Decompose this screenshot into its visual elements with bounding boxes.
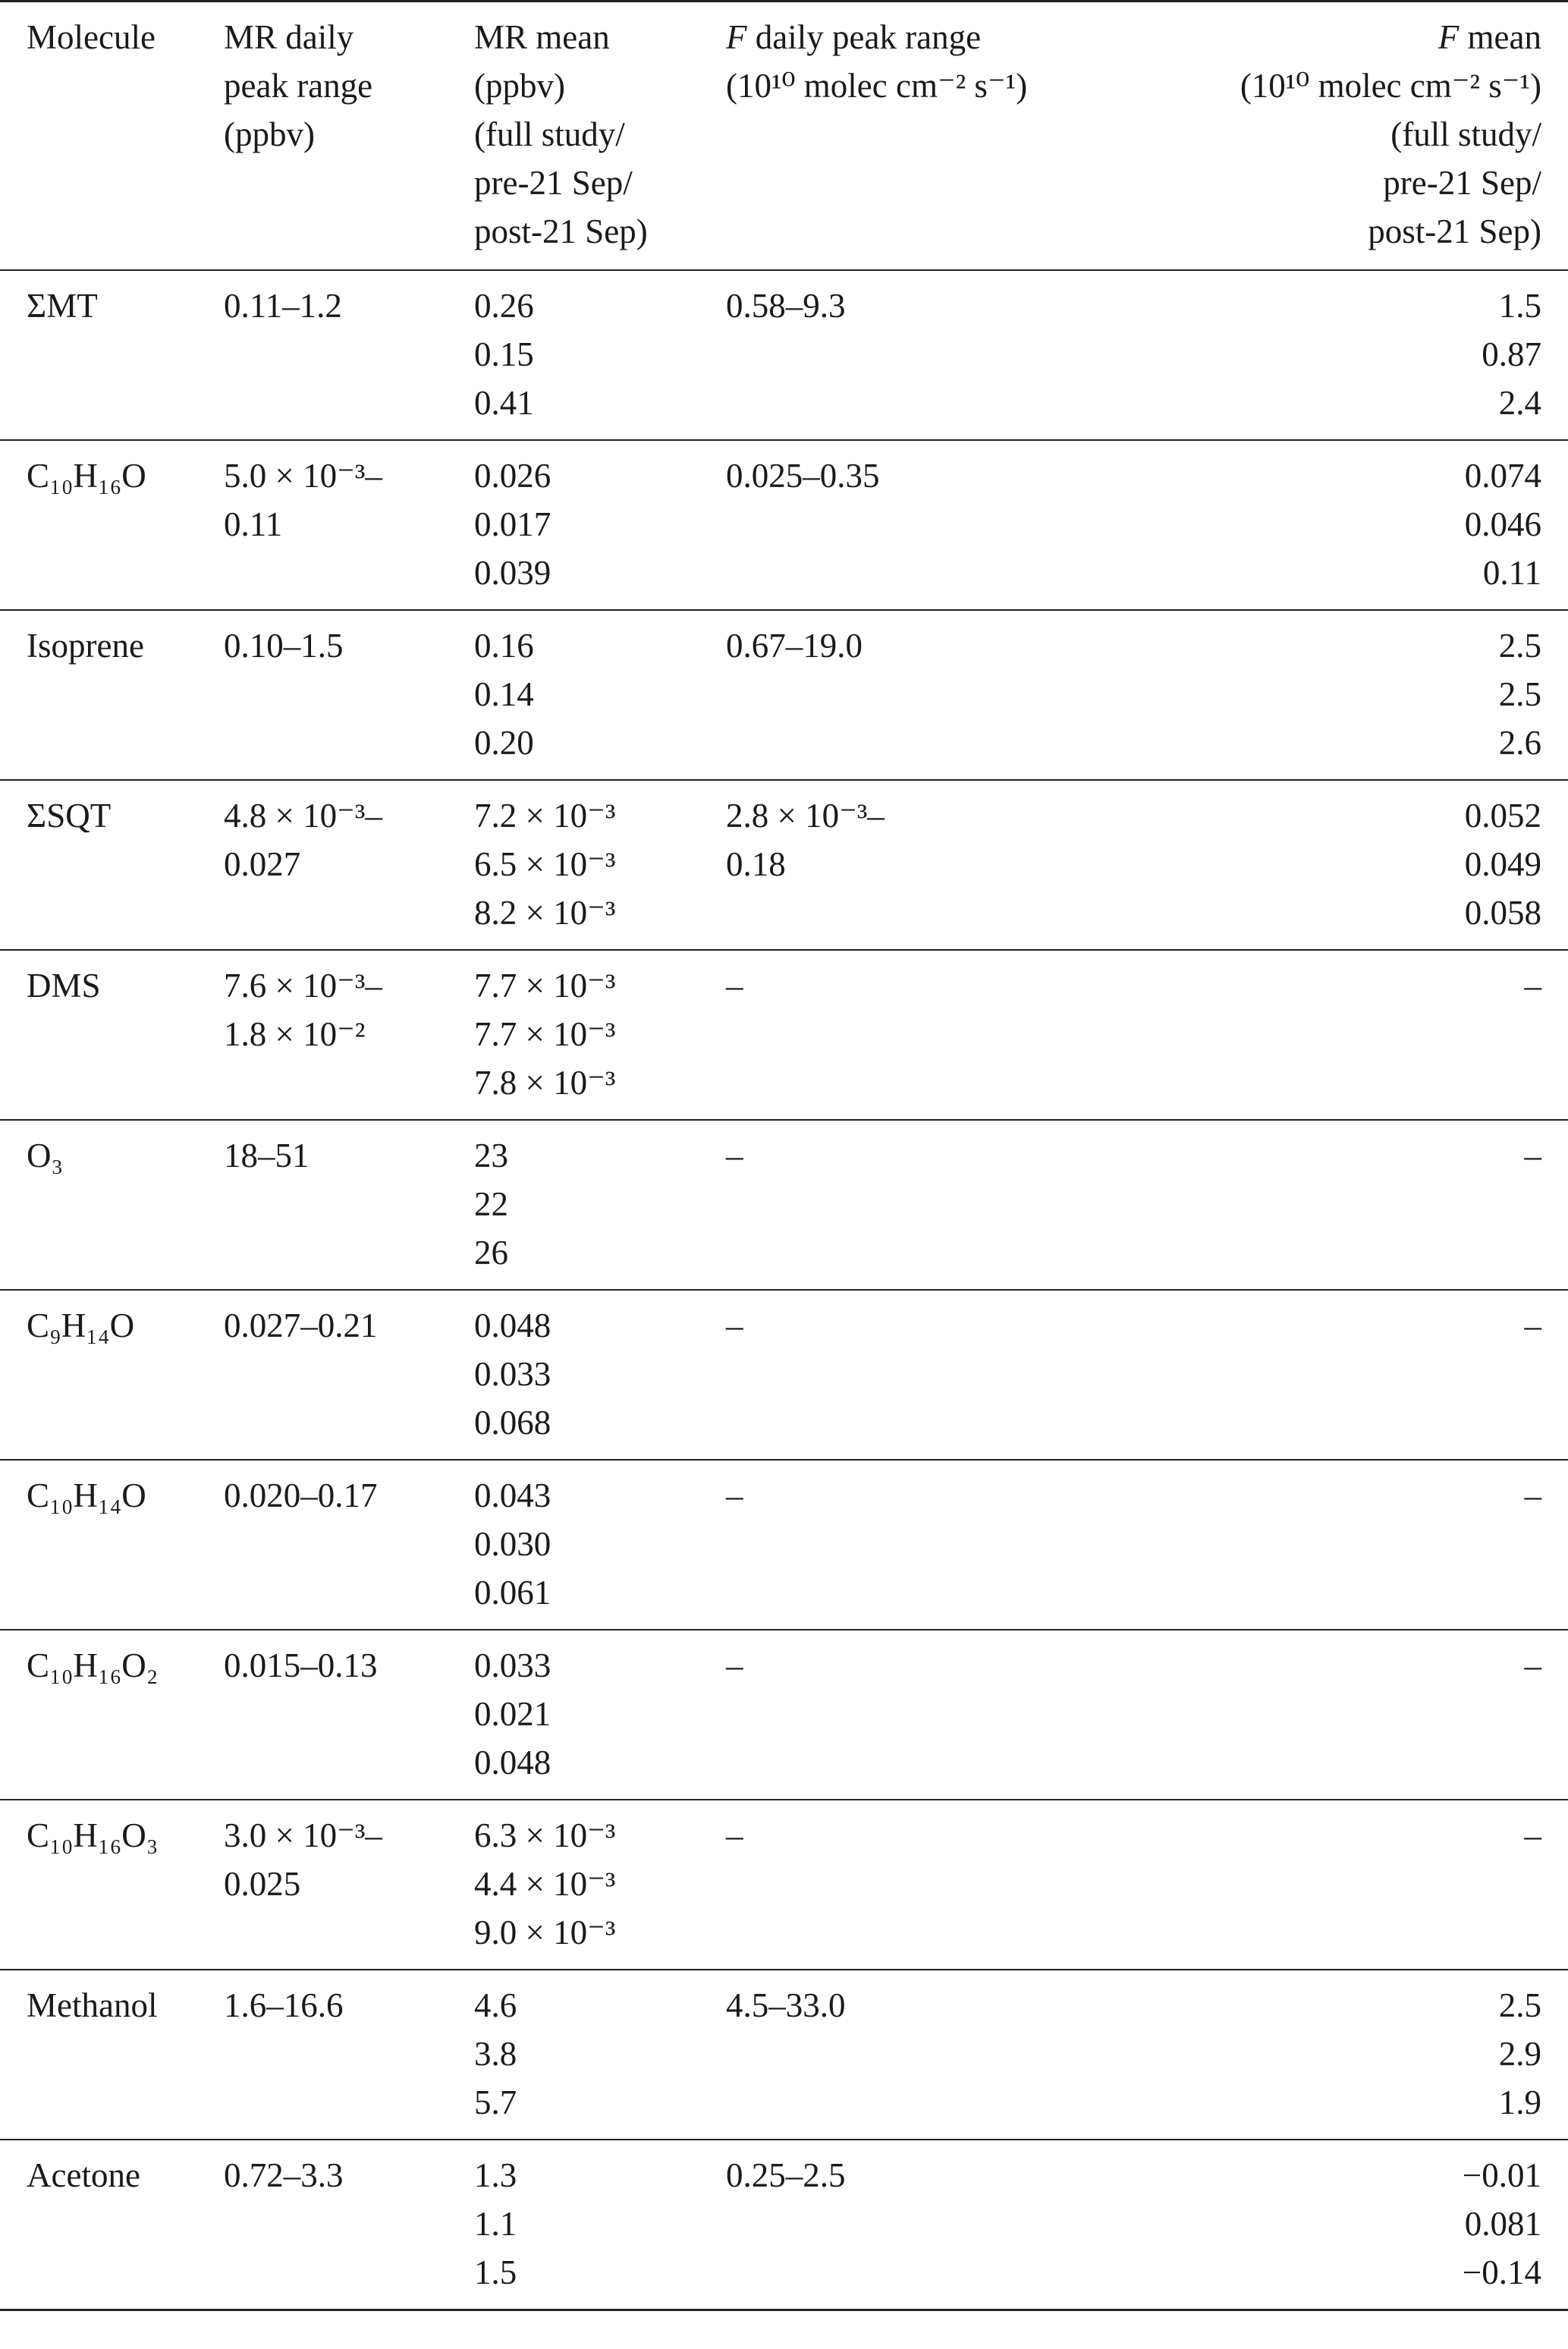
cell-value: 0.048: [474, 1744, 551, 1781]
table-row: [0, 1120, 1568, 1290]
cell-value: –: [1524, 1816, 1541, 1854]
cell-value: 0.11: [1482, 554, 1541, 592]
cell-value: –: [726, 1137, 743, 1174]
f-mean-cell: [1128, 1290, 1568, 1460]
molecule-cell: [0, 1970, 224, 2140]
table-header: [0, 2, 1568, 271]
mr-mean-cell: [474, 1120, 726, 1290]
cell-value: 0.58–9.3: [726, 287, 846, 325]
mr-range-cell: [224, 780, 474, 950]
cell-value: 9.0 × 10⁻³: [474, 1913, 616, 1951]
cell-value: 0.052: [1464, 797, 1541, 835]
cell-value: 1.8 × 10⁻²: [224, 1015, 366, 1053]
f-mean-cell: [1128, 2140, 1568, 2310]
header-line: F daily peak range: [726, 18, 982, 56]
header-line: Molecule: [27, 18, 156, 56]
cell-value: 0.043: [474, 1476, 551, 1514]
cell-value: 0.081: [1464, 2205, 1541, 2243]
header-line: pre-21 Sep/: [1383, 164, 1541, 202]
f-mean-cell: [1128, 610, 1568, 780]
cell-value: 0.046: [1464, 505, 1541, 543]
cell-value: 5.7: [474, 2083, 517, 2121]
cell-value: 2.4: [1498, 384, 1541, 422]
cell-value: 0.033: [474, 1355, 551, 1393]
cell-value: 26: [474, 1234, 508, 1272]
table-row: [0, 1630, 1568, 1800]
cell-value: 0.16: [474, 627, 534, 665]
cell-value: 0.020–0.17: [224, 1476, 378, 1514]
header-line: F mean: [1438, 18, 1541, 56]
cell-value: 8.2 × 10⁻³: [474, 894, 616, 932]
mr-range-cell: [224, 1290, 474, 1460]
f-mean-cell: [1128, 270, 1568, 440]
cell-value: 0.20: [474, 724, 534, 762]
f-range-cell: [726, 950, 1128, 1120]
cell-value: 0.87: [1482, 335, 1541, 373]
cell-value: −0.01: [1462, 2156, 1541, 2194]
cell-value: –: [726, 967, 743, 1005]
cell-value: C₁₀H₁₆O₃: [27, 1816, 159, 1854]
cell-value: 3.8: [474, 2035, 517, 2073]
cell-value: 0.049: [1464, 845, 1541, 883]
header-f-range: [726, 2, 1128, 271]
mr-mean-cell: [474, 1800, 726, 1970]
cell-value: 1.5: [474, 2253, 517, 2291]
mr-range-cell: [224, 2140, 474, 2310]
mr-mean-cell: [474, 1290, 726, 1460]
cell-value: –: [1524, 1137, 1541, 1174]
f-range-cell: [726, 780, 1128, 950]
mr-range-cell: [224, 1800, 474, 1970]
cell-value: 23: [474, 1137, 508, 1174]
table-row: [0, 440, 1568, 610]
table-row: [0, 1970, 1568, 2140]
table-body: [0, 270, 1568, 2310]
mr-range-cell: [224, 1630, 474, 1800]
cell-value: 0.027–0.21: [224, 1307, 378, 1344]
cell-value: 0.025: [224, 1865, 301, 1903]
cell-value: 2.8 × 10⁻³–: [726, 797, 885, 835]
cell-value: C₁₀H₁₄O: [27, 1476, 146, 1514]
cell-value: ΣMT: [27, 287, 98, 325]
cell-value: C₉H₁₄O: [27, 1307, 135, 1344]
cell-value: 0.026: [474, 457, 551, 495]
cell-value: 1.3: [474, 2156, 517, 2194]
f-range-cell: [726, 1290, 1128, 1460]
cell-value: 4.8 × 10⁻³–: [224, 797, 382, 835]
mr-mean-cell: [474, 1970, 726, 2140]
cell-value: 1.6–16.6: [224, 1986, 344, 2024]
f-range-cell: [726, 440, 1128, 610]
f-mean-cell: [1128, 1630, 1568, 1800]
table-row: [0, 610, 1568, 780]
f-mean-cell: [1128, 440, 1568, 610]
cell-value: 0.25–2.5: [726, 2156, 846, 2194]
cell-value: –: [1524, 1646, 1541, 1684]
cell-value: –: [726, 1816, 743, 1854]
cell-value: 4.6: [474, 1986, 517, 2024]
cell-value: Acetone: [27, 2156, 140, 2194]
header-line: MR mean: [474, 18, 610, 56]
molecule-cell: [0, 270, 224, 440]
mr-range-cell: [224, 1460, 474, 1630]
molecule-cell: [0, 2140, 224, 2310]
table-row: [0, 1290, 1568, 1460]
table-row: [0, 1460, 1568, 1630]
cell-value: 2.9: [1498, 2035, 1541, 2073]
mr-mean-cell: [474, 610, 726, 780]
f-mean-cell: [1128, 1800, 1568, 1970]
f-range-cell: [726, 1120, 1128, 1290]
cell-value: 0.021: [474, 1695, 551, 1733]
f-range-cell: [726, 1970, 1128, 2140]
f-range-cell: [726, 1630, 1128, 1800]
cell-value: –: [1524, 967, 1541, 1005]
cell-value: O₃: [27, 1137, 64, 1174]
cell-value: −0.14: [1462, 2253, 1541, 2291]
cell-value: –: [726, 1307, 743, 1344]
cell-value: 2.5: [1498, 1986, 1541, 2024]
header-line: (ppbv): [474, 67, 565, 105]
header-line: MR daily: [224, 18, 354, 56]
mr-mean-cell: [474, 780, 726, 950]
cell-value: 0.10–1.5: [224, 627, 344, 665]
cell-value: 7.7 × 10⁻³: [474, 1015, 616, 1053]
f-mean-cell: [1128, 1120, 1568, 1290]
mr-range-cell: [224, 610, 474, 780]
cell-value: 1.5: [1498, 287, 1541, 325]
cell-value: 5.0 × 10⁻³–: [224, 457, 382, 495]
cell-value: 0.015–0.13: [224, 1646, 378, 1684]
cell-value: 1.1: [474, 2205, 517, 2243]
header-mr-range: [224, 2, 474, 271]
mr-range-cell: [224, 440, 474, 610]
mr-range-cell: [224, 1970, 474, 2140]
molecule-cell: [0, 1800, 224, 1970]
molecule-cell: [0, 1290, 224, 1460]
cell-value: –: [1524, 1307, 1541, 1344]
cell-value: C₁₀H₁₆O₂: [27, 1646, 159, 1684]
f-range-cell: [726, 1800, 1128, 1970]
f-mean-cell: [1128, 1970, 1568, 2140]
mr-mean-cell: [474, 270, 726, 440]
molecule-cell: [0, 950, 224, 1120]
cell-value: 0.061: [474, 1574, 551, 1612]
cell-value: DMS: [27, 967, 101, 1005]
cell-value: 0.11–1.2: [224, 287, 342, 325]
mr-range-cell: [224, 1120, 474, 1290]
f-range-cell: [726, 1460, 1128, 1630]
cell-value: 0.039: [474, 554, 551, 592]
cell-value: 0.033: [474, 1646, 551, 1684]
cell-value: 7.6 × 10⁻³–: [224, 967, 382, 1005]
cell-value: 0.027: [224, 845, 301, 883]
cell-value: 0.11: [224, 505, 283, 543]
header-line: (10¹⁰ molec cm⁻² s⁻¹): [726, 67, 1028, 105]
header-line: (ppbv): [224, 115, 315, 153]
cell-value: ΣSQT: [27, 797, 112, 835]
header-row: [0, 2, 1568, 271]
f-mean-cell: [1128, 950, 1568, 1120]
cell-value: 7.2 × 10⁻³: [474, 797, 616, 835]
header-mr-mean: [474, 2, 726, 271]
mr-mean-cell: [474, 2140, 726, 2310]
cell-value: 0.058: [1464, 894, 1541, 932]
molecule-cell: [0, 1630, 224, 1800]
cell-value: 6.3 × 10⁻³: [474, 1816, 616, 1854]
cell-value: 4.5–33.0: [726, 1986, 846, 2024]
header-molecule: [0, 2, 224, 271]
table-row: [0, 780, 1568, 950]
table-row: [0, 270, 1568, 440]
f-mean-cell: [1128, 1460, 1568, 1630]
cell-value: 18–51: [224, 1137, 310, 1174]
header-line: (full study/: [1390, 115, 1541, 153]
header-line: peak range: [224, 67, 373, 105]
cell-value: 2.6: [1498, 724, 1541, 762]
cell-value: –: [726, 1476, 743, 1514]
cell-value: 1.9: [1498, 2083, 1541, 2121]
mr-mean-cell: [474, 1630, 726, 1800]
mr-range-cell: [224, 270, 474, 440]
mr-mean-cell: [474, 1460, 726, 1630]
cell-value: 0.14: [474, 675, 534, 713]
cell-value: 0.017: [474, 505, 551, 543]
cell-value: Isoprene: [27, 627, 144, 665]
mr-mean-cell: [474, 950, 726, 1120]
molecule-cell: [0, 610, 224, 780]
molecule-cell: [0, 1120, 224, 1290]
mr-mean-cell: [474, 440, 726, 610]
mr-range-cell: [224, 950, 474, 1120]
cell-value: Methanol: [27, 1986, 158, 2024]
header-f-mean: [1128, 2, 1568, 271]
cell-value: 0.41: [474, 384, 534, 422]
table-row: [0, 1800, 1568, 1970]
cell-value: 0.18: [726, 845, 786, 883]
cell-value: C₁₀H₁₆O: [27, 457, 146, 495]
cell-value: 0.030: [474, 1525, 551, 1563]
header-line: (10¹⁰ molec cm⁻² s⁻¹): [1240, 67, 1541, 105]
molecule-cell: [0, 780, 224, 950]
cell-value: –: [726, 1646, 743, 1684]
cell-value: 0.074: [1464, 457, 1541, 495]
cell-value: 22: [474, 1185, 508, 1223]
f-range-cell: [726, 270, 1128, 440]
f-range-cell: [726, 2140, 1128, 2310]
header-line: post-21 Sep): [1368, 212, 1541, 250]
molecule-cell: [0, 1460, 224, 1630]
cell-value: 6.5 × 10⁻³: [474, 845, 616, 883]
cell-value: 0.72–3.3: [224, 2156, 344, 2194]
cell-value: 0.068: [474, 1404, 551, 1442]
cell-value: –: [1524, 1476, 1541, 1514]
cell-value: 7.7 × 10⁻³: [474, 967, 616, 1005]
cell-value: 2.5: [1498, 627, 1541, 665]
f-range-cell: [726, 610, 1128, 780]
cell-value: 0.67–19.0: [726, 627, 863, 665]
header-line: pre-21 Sep/: [474, 164, 633, 202]
cell-value: 4.4 × 10⁻³: [474, 1865, 616, 1903]
header-line: (full study/: [474, 115, 625, 153]
cell-value: 3.0 × 10⁻³–: [224, 1816, 382, 1854]
cell-value: 0.26: [474, 287, 534, 325]
table-row: [0, 2140, 1568, 2310]
molecule-cell: [0, 440, 224, 610]
header-line: post-21 Sep): [474, 212, 648, 250]
cell-value: 0.025–0.35: [726, 457, 880, 495]
cell-value: 2.5: [1498, 675, 1541, 713]
table-row: [0, 950, 1568, 1120]
cell-value: 7.8 × 10⁻³: [474, 1064, 616, 1102]
cell-value: 0.048: [474, 1307, 551, 1344]
cell-value: 0.15: [474, 335, 534, 373]
f-mean-cell: [1128, 780, 1568, 950]
